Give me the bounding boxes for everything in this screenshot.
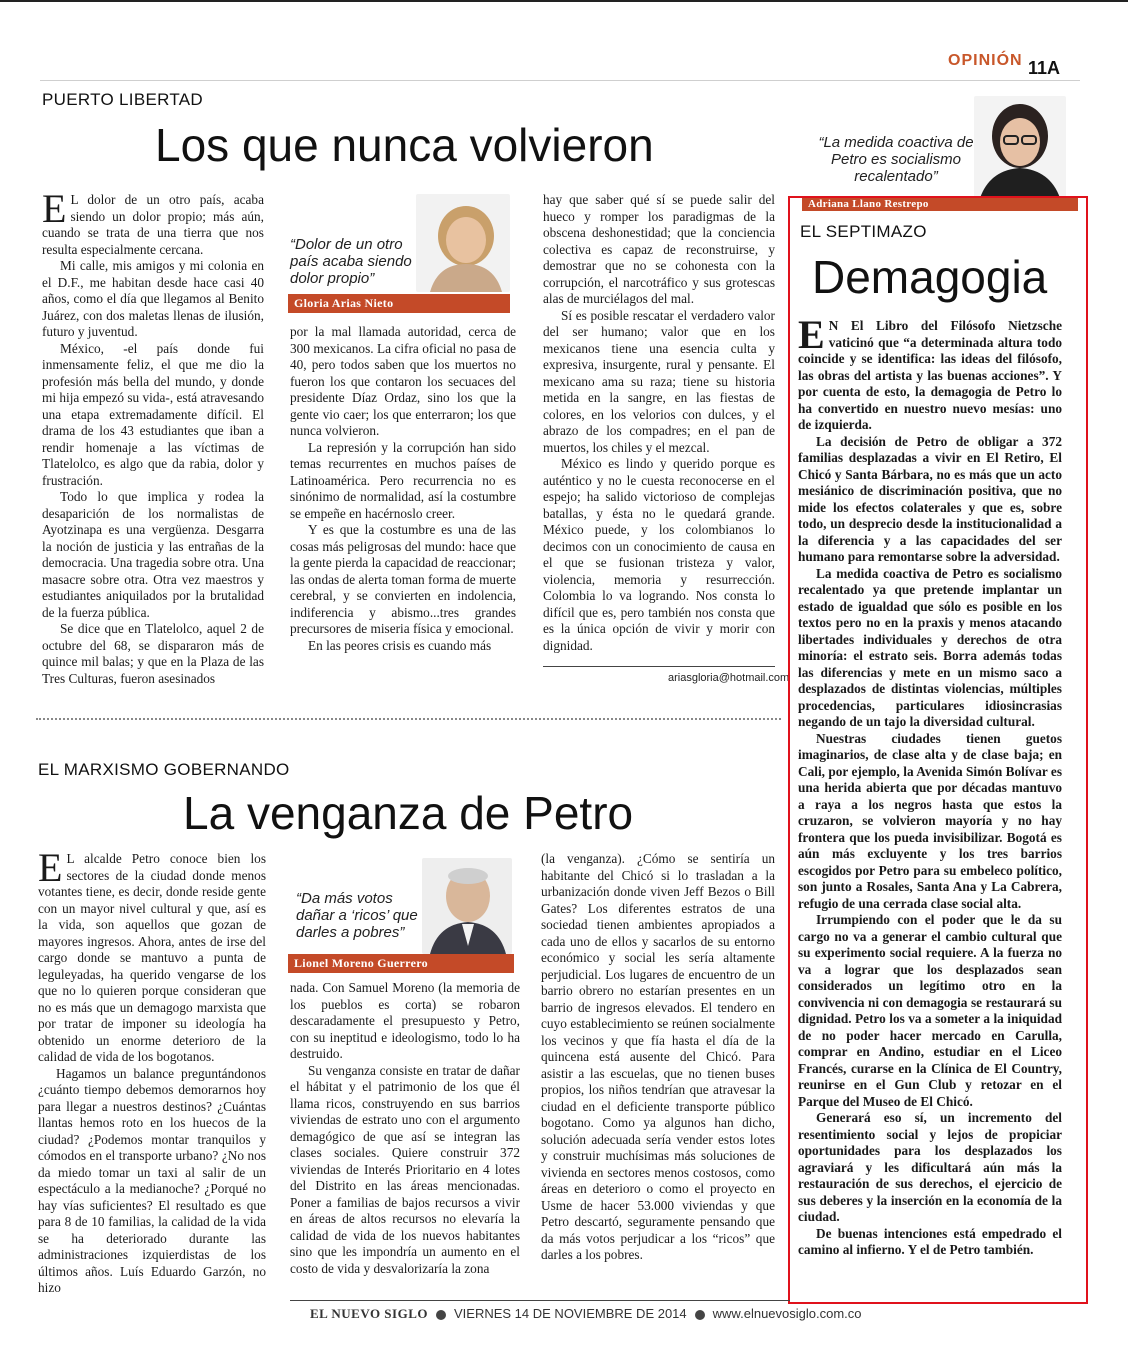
article1-author: Gloria Arias Nieto	[288, 294, 510, 313]
paragraph: Sí es posible rescatar el verdadero valor del ser humano; valor que en los mexicanos tiene una esencia culta y expresiva, insurgente, rural y pensante. El mexicano ama su raza; tiene su historia metida en la sangre, en las fiestas de colores, en los velorios con dulces, y el abrazo de los compadres; en el pan de muertos, los chiles y el mezcal.	[543, 307, 775, 455]
paragraph: (la venganza). ¿Cómo se sentiría un habitante del Chicó si lo trasladan a la urbanización donde viven Jeff Bezos o Bill Gates? Los diferentes estratos de una sociedad tienen ambientes apropiados a cada uno de ellos y sacarlos de su entorno económico y social les sería altamente perjudicial. Los lugares de encuentro de un barrio obrero no estarían presentes en un barrio de ingresos elevados. El tendero en cuyo establecimiento se reúnen socialmente los vecinos y que fía hasta el día de la quincena está ausente del Chicó. Para asistir a las escuelas, que no tienen buses propios, los niños tendrían que atravesar la ciudad en el deficiente transporte público bogotano. Como ya algunos han dicho, solución adecuada sería vender estos lotes y construir muchísimas más soluciones de vivienda en sectores menos costosos, como áreas en deterioro o como el proyecto en Usme de hacer 53.000 viviendas y que Petro descartó, seguramente pensando que da más votos perjudicar a los “ricos” que darles a los pobres.	[541, 851, 775, 1262]
bullet-icon	[695, 1310, 705, 1320]
author-photo	[974, 96, 1066, 198]
dropcap: E	[42, 186, 67, 231]
paragraph: México, -el país donde fui inmensamente feliz, el que me dio la profesión más bella del mundo, y donde mi hija empezó su vida-, está atravesando una etapa extremadamente difícil. El drama de los 43 estudiantes que iban a rendir homenaje a las víctimas de Tlatelolco, es algo que da rabia, dolor y frustración.	[42, 340, 264, 488]
paragraph: En las peores crisis es cuando más	[308, 637, 492, 653]
section-divider	[36, 718, 781, 720]
paragraph: La decisión de Petro de obligar a 372 familias desplazadas a vivir en El Retiro, El Chicó y Santa Bárbara, no es más que un acto mesiánico de discriminación positiva, que no mide los efectos colaterales y que es, sobre todo, un desprecio desde la institucionalidad a la diferencia y a las capacidades del ser humano para remontarse sobre la adversidad.	[798, 433, 1062, 564]
paragraph: por la mal llamada autoridad, cerca de 300 mexicanos. La cifra oficial no pasa de 40, pero todos saben que los muertos no fueron los que contaron los secuaces del presidente Díaz Ordaz, sino los que la gente vio caer; los que enterraron; los que nunca volvieron.	[290, 324, 516, 438]
author-photo	[416, 194, 510, 292]
newspaper-logo: EL NUEVO SIGLO	[310, 1306, 428, 1321]
paragraph: Generará eso sí, un incremento del resentimiento social y lejos de propiciar oportunidades para los desplazados los agraviará y les dificultará aún más la restauración de sus derechos, el ejercicio de sus deberes y la inserción en la economía de la ciudad.	[798, 1110, 1062, 1224]
footer-rule	[290, 1300, 790, 1301]
paragraph: La medida coactiva de Petro es socialismo recalentado ya que pretende implantar un estado de igualdad que sólo es posible en los textos pero no en la praxis y menos atacando libertades individuales y derechos de otra minoría: el estrato seis. Borra además todas las diferencias y mete en un mismo saco a desplazados de distintas violencias, múltiples procedencias, particulares idiosincrasias negando de un tajo la diversidad cultural.	[798, 565, 1062, 729]
paragraph: N El Libro del Filósofo Nietzsche vaticinó que “a determinada altura todo coincide y se identifica: las ideas del filósofo, las obras del artista y las buenas acciones”. Y por cuenta de esto, la demagogia de Petro lo ha convertido en nuestro nuevo mesías: uno de izquierda.	[798, 318, 1062, 432]
paragraph: La represión y la corrupción han sido temas recurrentes en muchos países de Latinoamérica. Pero recurrencia no es sinónimo de normalidad, así la costumbre se empeñe en hacérnoslo creer.	[290, 439, 516, 521]
article1-column-1	[42, 186, 264, 687]
article2-kicker: EL MARXISMO GOBERNANDO	[38, 760, 290, 779]
article1-quote: “Dolor de un otro país acaba siendo dolor propio”	[290, 236, 412, 287]
paragraph: México es lindo y querido porque es auténtico y no le cuesta reconocerse en el espejo; ha salido victorioso de complejas batallas, y ésta no le quedará grande. México puede, y los colombianos lo decimos con un conocimiento de causa en el que se fusionan tristeza y valor, violencia, memoria y resurrección. Colombia lo va logrando. Nos consta lo difícil que es, pero también nos consta que es la única opción de vivir y morir con dignidad.	[543, 456, 775, 653]
header-rule	[40, 80, 1080, 81]
paragraph: Y es que la costumbre es una de las cosas más peligrosas del mundo: hace que la gente pierda la capacidad de reaccionar; las ondas de alerta toman forma de muerte cerebral, y se convierten en indolencia, indiferencia y abismo...tres grandes precursores de miseria física y emocional.	[290, 522, 516, 636]
footer-date: VIERNES 14 DE NOVIEMBRE DE 2014	[454, 1306, 687, 1321]
dropcap: E	[798, 312, 825, 357]
article3-author: Adriana Llano Restrepo	[802, 198, 1078, 211]
author-portrait-icon	[422, 858, 512, 954]
author-photo	[422, 858, 512, 954]
paragraph: Su venganza consiste en tratar de dañar el hábitat y el patrimonio de los que él llama ricos, construyendo en sus barrios viviendas de estrato uno con el argumento demagógico de que así se integran las clases sociales. Quiere construir 372 viviendas de Interés Prioritario en 4 lotes del Distrito en las áreas mencionadas. Poner a familias de bajos recursos a vivir en áreas de altos recursos no elevaría la calidad de vida de los nuevos habitantes sino que les impondría un aumento en el costo de vida y desvalorizaría la zona	[290, 1062, 520, 1276]
paragraph: Todo lo que implica y rodea la desaparición de los normalistas de Ayotzinapa es una vergüenza. Desgarra la noción de justicia y las entrañas de la democracia. Una tragedia sobre otra. Una masacre sobre otra. Otra vez maestros y estudiantes aniquilados por la brutalidad de la fuerza pública.	[42, 489, 264, 620]
article2-column-3	[541, 851, 775, 1264]
article2-column-2	[290, 980, 520, 1277]
dropcap: E	[38, 845, 63, 890]
article2-column-1	[38, 845, 266, 1297]
paragraph: L dolor de un otro país, acaba siendo un dolor propio; más aún, cuando se trata de una tierra que nos resulta especialmente cercana.	[42, 192, 264, 257]
article3-headline: Demagogia	[812, 251, 1048, 303]
article1-column-3	[543, 192, 775, 654]
article1-quote-box	[288, 194, 510, 312]
article2-headline: La venganza de Petro	[183, 787, 634, 839]
article3-quote-box	[802, 96, 1066, 208]
article1-email[interactable]: ariasgloria@hotmail.com	[668, 672, 790, 684]
paragraph: hay que saber qué sí se puede salir del hueco y romper los paradigmas de la obscena deshonestidad; que la conciencia colectiva es capaz de reconstruirse, y demostrar que no se cohonesta con la corrupción, el narcotráfico y sus grotescas alas de murciélagos del mal.	[543, 192, 775, 306]
top-rule	[0, 0, 1128, 2]
bullet-icon	[436, 1310, 446, 1320]
paragraph: nada. Con Samuel Moreno (la memoria de los pueblos es corta) se robaron descaradamente el presupuesto y Petro, con su ineptitud e ideologismo, todo lo ha destruido.	[290, 980, 520, 1061]
article1-column-2	[290, 324, 516, 654]
paragraph: Mi calle, mis amigos y mi colonia en el D.F., me habitan desde hace casi 40 años, como el día que llegamos al Benito Juárez, con dos maletas llenas de ilusión, futuro y juventud.	[42, 258, 264, 339]
paragraph: Nuestras ciudades tienen guetos imaginarios, de clase alta y de clase baja; en Cali, por ejemplo, la Avenida Simón Bolívar es una herida abierta que por décadas mantuvo a raya a los negros hasta que estos la cruzaron, se volvieron mayoría y no hay frontera que los pueda invisibilizar. Bogotá es aún más excluyente y los tres barrios escogidos por Petro para su embeleco político, son junto a Rosales, Santa Ana y La Cabrera, refugio de una cerrada clase social alta.	[798, 730, 1062, 911]
article3-quote: “La medida coactiva de Petro es socialismo recalentado”	[818, 134, 974, 185]
section-label: OPINIÓN	[948, 52, 1023, 69]
article2-quote: “Da más votos dañar a ‘ricos’ que darles a pobres”	[296, 890, 418, 941]
paragraph: Irrumpiendo con el poder que le da su cargo no va a generar el cambio cultural que su experimento social requiere. A la fuerza no va a lograr que los desplazados sean considerados un legítimo otro en la convivencia ni con demagogia se restaurará su dignidad. Petro los va a someter a la iniquidad de no poder hacer mercado en Carulla, comprar en Andino, estudiar en el Liceo Francés, curarse en la Clínica de El Country, reunirse en el Gun Club y retozar en el Parque del Museo de El Chicó.	[798, 912, 1062, 1109]
email-rule	[543, 666, 775, 667]
article1-kicker: PUERTO LIBERTAD	[42, 90, 204, 109]
page-footer	[310, 1306, 862, 1322]
footer-url[interactable]: www.elnuevosiglo.com.co	[712, 1306, 862, 1321]
paragraph: L alcalde Petro conoce bien los sectores de la ciudad donde menos votantes tiene, es decir, donde reside gente con un mayor nivel cultural y que, así es la vida, son aquellos que gozan de mayores ingresos. Ahora, antes de irse del cargo donde se mantuvo a punta de leguleyadas, ha querido vengarse de los que no lo quieren porque consideran que no es más que un demagogo marxista que por tratar de imponer su ideología ha obtenido un enorme deterioro de la calidad de vida de los bogotanos.	[38, 851, 266, 1064]
paragraph: De buenas intenciones está empedrado el camino al infierno. Y el de Petro también.	[798, 1225, 1062, 1257]
article3-column	[798, 312, 1062, 1259]
author-portrait-icon	[416, 194, 510, 292]
page-number: 11A	[1028, 58, 1061, 78]
article2-quote-box	[288, 858, 520, 970]
article1-headline: Los que nunca volvieron	[155, 119, 654, 171]
paragraph: Hagamos un balance preguntándonos ¿cuánto tiempo debemos demorarnos hoy para llegar a nuestros destinos? ¿Cuántas llantas hemos roto en los huecos de la ciudad? ¿Podemos montar tranquilos y cómodos en el transporte urbano? ¿No nos da miedo tomar un taxi al salir de un espectáculo a la medianoche? ¿Porqué no hay vías suficientes? El resultado es que para 8 de 10 familias, la calidad de la vida se ha deteriorado durante las administraciones izquierdistas de los últimos años. Luís Eduardo Garzón, no hizo	[38, 1065, 266, 1295]
article3-kicker: EL SEPTIMAZO	[800, 222, 927, 241]
article2-author: Lionel Moreno Guerrero	[288, 954, 514, 973]
paragraph: Se dice que en Tlatelolco, aquel 2 de octubre del 68, se dispararon más de quince mil balas; y que en la Plaza de las Tres Culturas, fueron asesinados	[42, 621, 264, 686]
author-portrait-icon	[974, 96, 1066, 198]
